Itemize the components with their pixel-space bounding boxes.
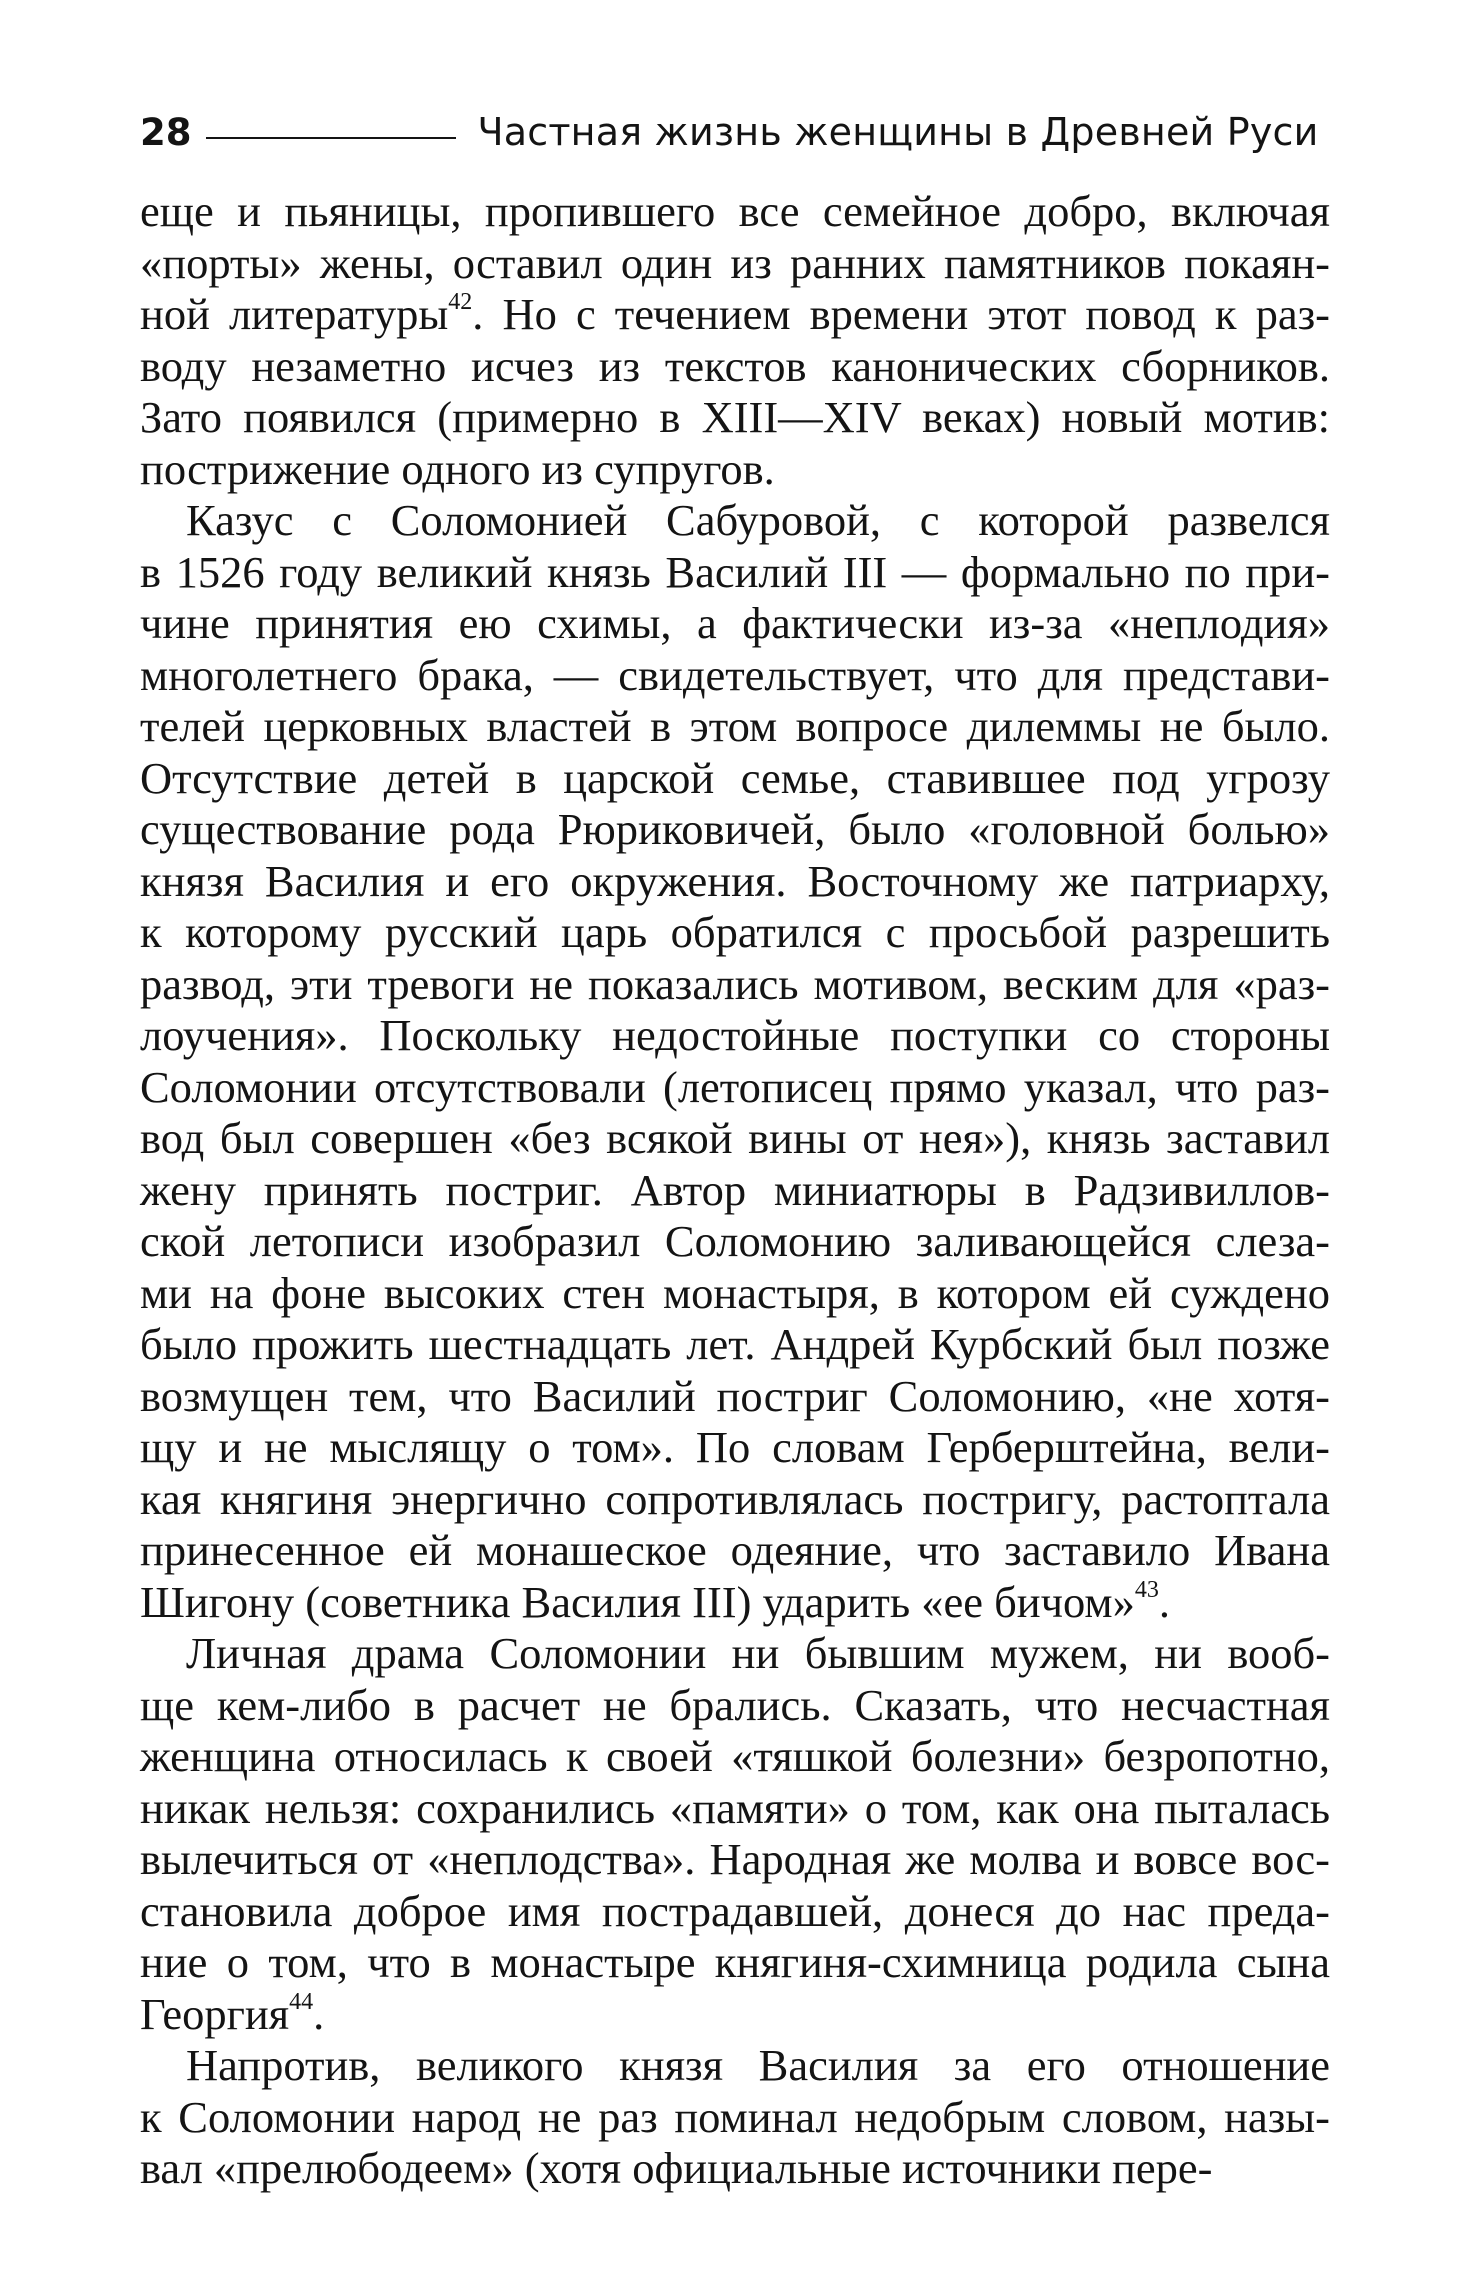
footnote-marker: 43 bbox=[1134, 1576, 1159, 1603]
running-title: Частная жизнь женщины в Древней Руси bbox=[477, 110, 1319, 154]
line-text: воду незаметно исчез из текстов канонических сборников. bbox=[140, 340, 1330, 391]
text-line bbox=[140, 1319, 1330, 1371]
text-line bbox=[140, 2092, 1330, 2144]
text-line bbox=[140, 1680, 1330, 1732]
line-text: к Соломонии народ не раз поминал недобрым словом, назы- bbox=[140, 2091, 1330, 2142]
text-line bbox=[140, 1474, 1330, 1526]
text-line bbox=[140, 289, 1330, 341]
line-text: возмущен тем, что Василий постриг Соломонию, «не хотя- bbox=[140, 1370, 1330, 1421]
text-line bbox=[140, 1834, 1330, 1886]
text-line bbox=[140, 804, 1330, 856]
text-line bbox=[140, 701, 1330, 753]
text-line bbox=[140, 444, 1330, 496]
line-text: Напротив, великого князя Василия за его отношение bbox=[186, 2040, 1330, 2090]
text-line bbox=[140, 907, 1330, 959]
text-line bbox=[140, 2040, 1330, 2092]
text-line bbox=[140, 1937, 1330, 1989]
line-text: пострижение одного из супругов. bbox=[140, 443, 775, 494]
text-line bbox=[140, 186, 1330, 238]
line-text: в 1526 году великий князь Василий III — формально по при- bbox=[140, 546, 1330, 597]
line-text: князя Василия и его окружения. Восточному же патриарху, bbox=[140, 855, 1330, 906]
line-text: кая княгиня энергично сопротивлялась постригу, растоптала bbox=[140, 1473, 1330, 1524]
line-text: Отсутствие детей в царской семье, ставившее под угрозу bbox=[140, 752, 1330, 803]
text-line bbox=[140, 341, 1330, 393]
text-line bbox=[140, 1525, 1330, 1577]
text-line bbox=[140, 1731, 1330, 1783]
footnote-marker: 44 bbox=[289, 1988, 314, 2015]
text-line bbox=[140, 1628, 1330, 1680]
line-text: существование рода Рюриковичей, было «головной болью» bbox=[140, 804, 1330, 854]
text-line bbox=[140, 1165, 1330, 1217]
text-line bbox=[140, 753, 1330, 805]
paragraph bbox=[140, 186, 1330, 495]
text-line bbox=[140, 856, 1330, 908]
paragraph bbox=[140, 495, 1330, 1628]
paragraph bbox=[140, 2040, 1330, 2195]
line-text: телей церковных властей в этом вопросе дилеммы не было. bbox=[140, 701, 1330, 751]
text-line bbox=[140, 598, 1330, 650]
text-line bbox=[140, 1371, 1330, 1423]
line-text: чине принятия ею схимы, а фактически из-за «неплодия» bbox=[140, 598, 1330, 648]
text-line bbox=[140, 1216, 1330, 1268]
line-text: принесенное ей монашеское одеяние, что заставило Ивана bbox=[140, 1525, 1330, 1575]
line-text: Зато появился (примерно в XIII—XIV веках) новый мотив: bbox=[140, 392, 1330, 442]
line-text: ской летописи изобразил Соломонию заливающейся слеза- bbox=[140, 1216, 1330, 1266]
text-line bbox=[140, 547, 1330, 599]
text-line bbox=[140, 1577, 1330, 1629]
text-line bbox=[140, 392, 1330, 444]
line-text: развод, эти тревоги не показались мотивом, веским для «раз- bbox=[140, 958, 1330, 1009]
text-line bbox=[140, 1886, 1330, 1938]
line-text-tail: . bbox=[1158, 1576, 1170, 1627]
line-text: вылечиться от «неплодства». Народная же молва и вовсе вос- bbox=[140, 1834, 1330, 1884]
line-text: вод был совершен «без всякой вины от нея»), князь заставил bbox=[140, 1113, 1330, 1163]
header-rule bbox=[206, 137, 456, 139]
text-line bbox=[140, 1783, 1330, 1835]
line-text: многолетнего брака, — свидетельствует, что для представи- bbox=[140, 649, 1330, 700]
line-text: становила доброе имя пострадавшей, донеся до нас преда- bbox=[140, 1885, 1330, 1936]
text-line bbox=[140, 2143, 1330, 2195]
line-text: щу и не мыслящу о том». По словам Герберштейна, вели- bbox=[140, 1422, 1330, 1472]
text-line bbox=[140, 650, 1330, 702]
line-text: Личная драма Соломонии ни бывшим мужем, ни вооб- bbox=[186, 1628, 1330, 1678]
footnote-marker: 42 bbox=[448, 289, 473, 315]
text-line bbox=[140, 1989, 1330, 2041]
text-line bbox=[140, 495, 1330, 547]
line-text: Георгия bbox=[140, 1988, 290, 2039]
line-text: ние о том, что в монастыре княгиня-схимница родила сына bbox=[140, 1937, 1330, 1987]
text-line bbox=[140, 1062, 1330, 1114]
body-text bbox=[140, 186, 1330, 2195]
text-line bbox=[140, 1113, 1330, 1165]
line-text: женщина относилась к своей «тяшкой болезни» безропотно, bbox=[140, 1731, 1330, 1781]
line-text: Казус с Соломонией Сабуровой, с которой развелся bbox=[186, 495, 1330, 545]
text-line bbox=[140, 1268, 1330, 1320]
text-line bbox=[140, 1010, 1330, 1062]
line-text: ми на фоне высоких стен монастыря, в котором ей суждено bbox=[140, 1267, 1330, 1318]
line-text: еще и пьяницы, пропившего все семейное добро, включая bbox=[140, 186, 1330, 236]
paragraph bbox=[140, 1628, 1330, 2040]
text-line bbox=[140, 238, 1330, 290]
line-text: к которому русский царь обратился с просьбой разрешить bbox=[140, 907, 1330, 957]
text-line bbox=[140, 959, 1330, 1011]
line-text: лоучения». Поскольку недостойные поступки со стороны bbox=[140, 1010, 1330, 1060]
book-page bbox=[140, 100, 1330, 2250]
line-text-tail: . bbox=[313, 1988, 325, 2039]
line-text-tail: . Но с течением времени этот повод к раз- bbox=[472, 289, 1330, 339]
line-text: жену принять постриг. Автор миниатюры в Радзивиллов- bbox=[140, 1164, 1330, 1215]
line-text: Соломонии отсутствовали (летописец прямо указал, что раз- bbox=[140, 1061, 1330, 1112]
line-text: ще кем-либо в расчет не брались. Сказать, что несчастная bbox=[140, 1679, 1330, 1730]
line-text: «порты» жены, оставил один из ранних памятников покаян- bbox=[140, 237, 1330, 288]
line-text: вал «прелюбодеем» (хотя официальные источники пере- bbox=[140, 2143, 1213, 2193]
line-text: ной литературы bbox=[140, 289, 449, 339]
line-text: никак нельзя: сохранились «памяти» о том, как она пыталась bbox=[140, 1782, 1330, 1833]
line-text: было прожить шестнадцать лет. Андрей Курбский был позже bbox=[140, 1319, 1330, 1369]
page-number: 28 bbox=[140, 111, 192, 154]
running-head bbox=[140, 100, 1330, 164]
text-line bbox=[140, 1422, 1330, 1474]
line-text: Шигону (советника Василия III) ударить «ее бичом» bbox=[140, 1576, 1135, 1627]
